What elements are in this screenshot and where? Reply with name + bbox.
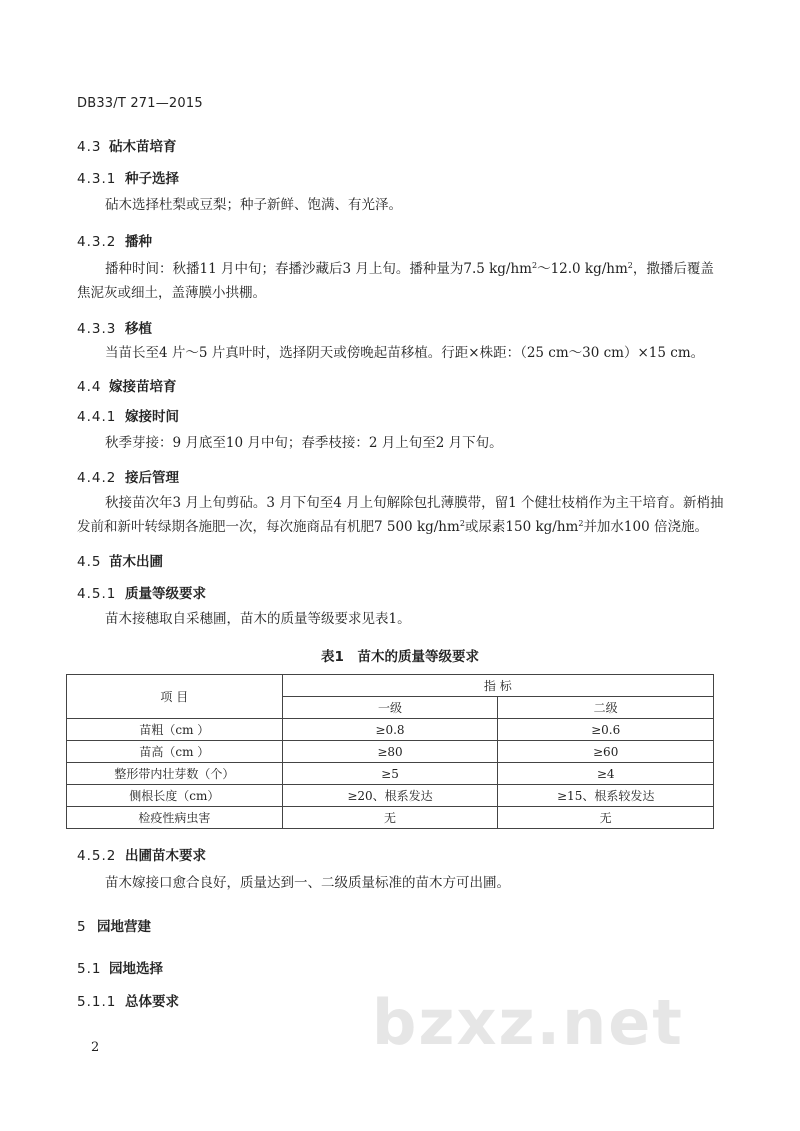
row-grade2: ≥0.6 (498, 719, 714, 741)
section-heading: 4.3 砧木苗培育 (77, 139, 177, 155)
section-heading: 5.1 园地选择 (77, 961, 163, 977)
document-id: DB33/T 271—2015 (77, 96, 203, 111)
section-heading: 4.5 苗木出圃 (77, 554, 163, 570)
table-row (67, 807, 714, 829)
paragraph-transplant: 当苗长至4 片～5 片真叶时，选择阴天或傍晚起苗移植。行距×株距：（25 cm～30 cm）×15 cm。 (105, 345, 705, 361)
row-item: 整形带内壮芽数（个） (67, 763, 283, 785)
paragraph-sowing: 播种时间：秋播11 月中旬；春播沙藏后3 月上旬。播种量为7.5 $kg/hm^2\sim 12.0$ $kg/hm^2$，撒播后覆盖焦泥灰或细土，盖薄膜小拱棚。 (77, 261, 714, 301)
row-item: 苗高（cm ） (67, 741, 283, 763)
row-grade1: ≥20、根系发达 (282, 785, 498, 807)
row-item: 侧根长度（cm） (67, 785, 283, 807)
row-grade2: ≥15、根系较发达 (498, 785, 714, 807)
row-grade1: 无 (282, 807, 498, 829)
paragraph-after-graft: 秋接苗次年3 月上旬剪砧。3 月下旬至4 月上旬解除包扎薄膜带，留1 个健壮枝梢作为主干培育。新梢抽发前和新叶转绿期各施肥一次，每次施商品有机肥7 500 $kg/hm^2$或尿素150 $kg/hm^2$并加水100 倍浇施。 (77, 495, 724, 535)
row-grade1: ≥5 (282, 763, 498, 785)
grade1-header: 一级 (282, 697, 498, 719)
row-grade1: ≥0.8 (282, 719, 498, 741)
section-heading: 4.4 嫁接苗培育 (77, 379, 177, 395)
table-row (67, 785, 714, 807)
row-item: 检疫性病虫害 (67, 807, 283, 829)
section-heading: 4.3.1 种子选择 (77, 171, 179, 187)
row-grade1: ≥80 (282, 741, 498, 763)
page-number: 2 (91, 1040, 100, 1055)
paragraph-graft-time: 秋季芽接：9 月底至10 月中旬；春季枝接：2 月上旬至2 月下旬。 (105, 435, 503, 451)
table-caption: 表1 苗木的质量等级要求 (321, 649, 479, 665)
paragraph-seed: 砧木选择杜梨或豆梨；种子新鲜、饱满、有光泽。 (105, 197, 402, 213)
table-row (67, 719, 714, 741)
section-heading: 4.3.2 播种 (77, 234, 152, 250)
section-heading: 4.5.1 质量等级要求 (77, 586, 206, 602)
paragraph-nursery: 苗木嫁接口愈合良好，质量达到一、二级质量标准的苗木方可出圃。 (105, 875, 510, 891)
table-row (67, 763, 714, 785)
paragraph-quality: 苗木接穗取自采穗圃，苗木的质量等级要求见表1。 (105, 611, 411, 627)
row-grade2: ≥60 (498, 741, 714, 763)
row-item: 苗粗（cm ） (67, 719, 283, 741)
section-heading: 4.3.3 移植 (77, 321, 152, 337)
grade2-header: 二级 (498, 697, 714, 719)
section-heading: 4.5.2 出圃苗木要求 (77, 848, 206, 864)
section-heading: 4.4.2 接后管理 (77, 470, 179, 486)
table-row (67, 741, 714, 763)
quality-grade-table (66, 674, 714, 829)
row-grade2: ≥4 (498, 763, 714, 785)
section-heading: 5 园地营建 (77, 919, 151, 935)
watermark: bzxz.net (372, 986, 684, 1059)
section-heading: 5.1.1 总体要求 (77, 994, 179, 1010)
row-grade2: 无 (498, 807, 714, 829)
section-heading: 4.4.1 嫁接时间 (77, 409, 179, 425)
index-header: 指 标 (282, 675, 713, 697)
item-header: 项 目 (67, 675, 283, 719)
